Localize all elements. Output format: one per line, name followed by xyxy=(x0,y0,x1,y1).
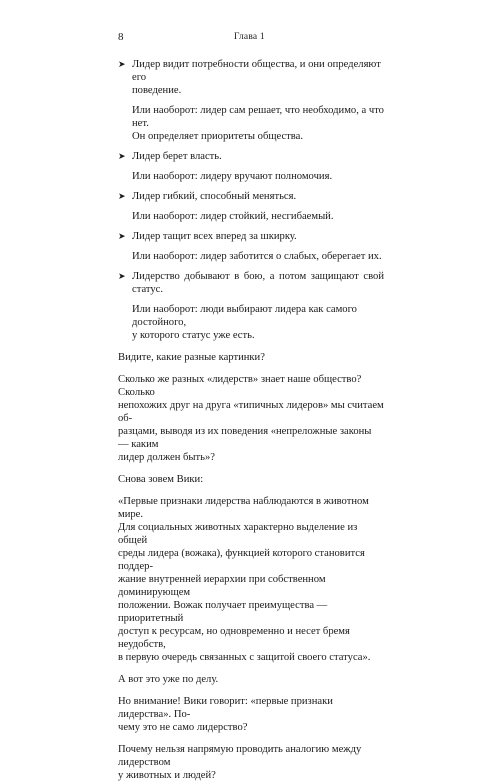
page-number: 8 xyxy=(118,31,124,43)
bullet-alternative xyxy=(118,303,384,342)
paragraph-line: Почему нельзя напрямую проводить аналогию между лидерством xyxy=(118,744,362,768)
arrow-bullet-icon: ➤ xyxy=(118,59,126,69)
paragraph-line: непохожих друг на друга «типичных лидеров» мы считаем об- xyxy=(118,400,384,424)
paragraph-line: в первую очередь связанных с защитой своего статуса». xyxy=(118,652,371,663)
alt-line: Или наоборот: лидеру вручают полномочия. xyxy=(132,171,333,182)
page-header xyxy=(118,31,382,45)
bullet-item xyxy=(118,230,384,243)
bullet-item xyxy=(118,58,384,97)
alt-line: Он определяет приоритеты общества. xyxy=(132,131,304,142)
bullet-alternative xyxy=(118,104,384,143)
bullet-item xyxy=(118,270,384,296)
paragraph-line: среды лидера (вожака), функцией которого становится поддер- xyxy=(118,548,365,572)
paragraph-line: Сколько же разных «лидерств» знает наше общество? Сколько xyxy=(118,374,362,398)
bullet-line: Лидер гибкий, способный меняться. xyxy=(132,191,297,202)
chapter-title: Глава 1 xyxy=(234,32,265,42)
paragraph xyxy=(118,351,384,364)
paragraph-line: доступ к ресурсам, но одновременно и несет бремя неудобств, xyxy=(118,626,350,650)
paragraph-line: у животных и людей? xyxy=(118,770,216,781)
alt-line: Или наоборот: люди выбирают лидера как самого достойного, xyxy=(132,304,357,328)
alt-line: Или наоборот: лидер сам решает, что необходимо, а что нет. xyxy=(132,105,384,129)
arrow-bullet-icon: ➤ xyxy=(118,191,126,201)
paragraph-line: жание внутренней иерархии при собственном доминирующем xyxy=(118,574,326,598)
paragraph xyxy=(118,473,384,486)
bullet-line: Лидер тащит всех вперед за шкирку. xyxy=(132,231,297,242)
bullet-line: Лидер берет власть. xyxy=(132,151,222,162)
alt-line: у которого статус уже есть. xyxy=(132,330,255,341)
paragraph-line: Для социальных животных характерно выделение из общей xyxy=(118,522,358,546)
paragraph-line: Видите, какие разные картинки? xyxy=(118,352,265,363)
bullet-line: поведение. xyxy=(132,85,182,96)
paragraph-line: «Первые признаки лидерства наблюдаются в животном мире. xyxy=(118,496,369,520)
bullet-alternative xyxy=(118,250,384,263)
bullet-line: Лидерство добывают в бою, а потом защищают свой статус. xyxy=(132,271,384,295)
paragraph-line: Снова зовем Вики: xyxy=(118,474,204,485)
alt-line: Или наоборот: лидер заботится о слабых, оберегает их. xyxy=(132,251,382,262)
paragraph-line: А вот это уже по делу. xyxy=(118,674,219,685)
paragraph xyxy=(118,743,384,782)
bullet-alternative xyxy=(118,210,384,223)
paragraph-line: положении. Вожак получает преимущества — приоритетный xyxy=(118,600,328,624)
bullet-item xyxy=(118,190,384,203)
arrow-bullet-icon: ➤ xyxy=(118,231,126,241)
bullet-alternative xyxy=(118,170,384,183)
paragraph xyxy=(118,373,384,464)
paragraph-line: разцами, выводя из их поведения «непреложные законы — каким xyxy=(118,426,372,450)
quote-paragraph xyxy=(118,495,384,664)
arrow-bullet-icon: ➤ xyxy=(118,151,126,161)
paragraph xyxy=(118,695,384,734)
bullet-item xyxy=(118,150,384,163)
arrow-bullet-icon: ➤ xyxy=(118,271,126,281)
paragraph-line: лидер должен быть»? xyxy=(118,452,215,463)
paragraph-line: чему это не само лидерство? xyxy=(118,722,248,733)
alt-line: Или наоборот: лидер стойкий, несгибаемый. xyxy=(132,211,334,222)
bullet-line: Лидер видит потребности общества, и они определяют его xyxy=(132,59,381,83)
page-body xyxy=(118,58,384,782)
paragraph xyxy=(118,673,384,686)
paragraph-line: Но внимание! Вики говорит: «первые признаки лидерства». По- xyxy=(118,696,333,720)
